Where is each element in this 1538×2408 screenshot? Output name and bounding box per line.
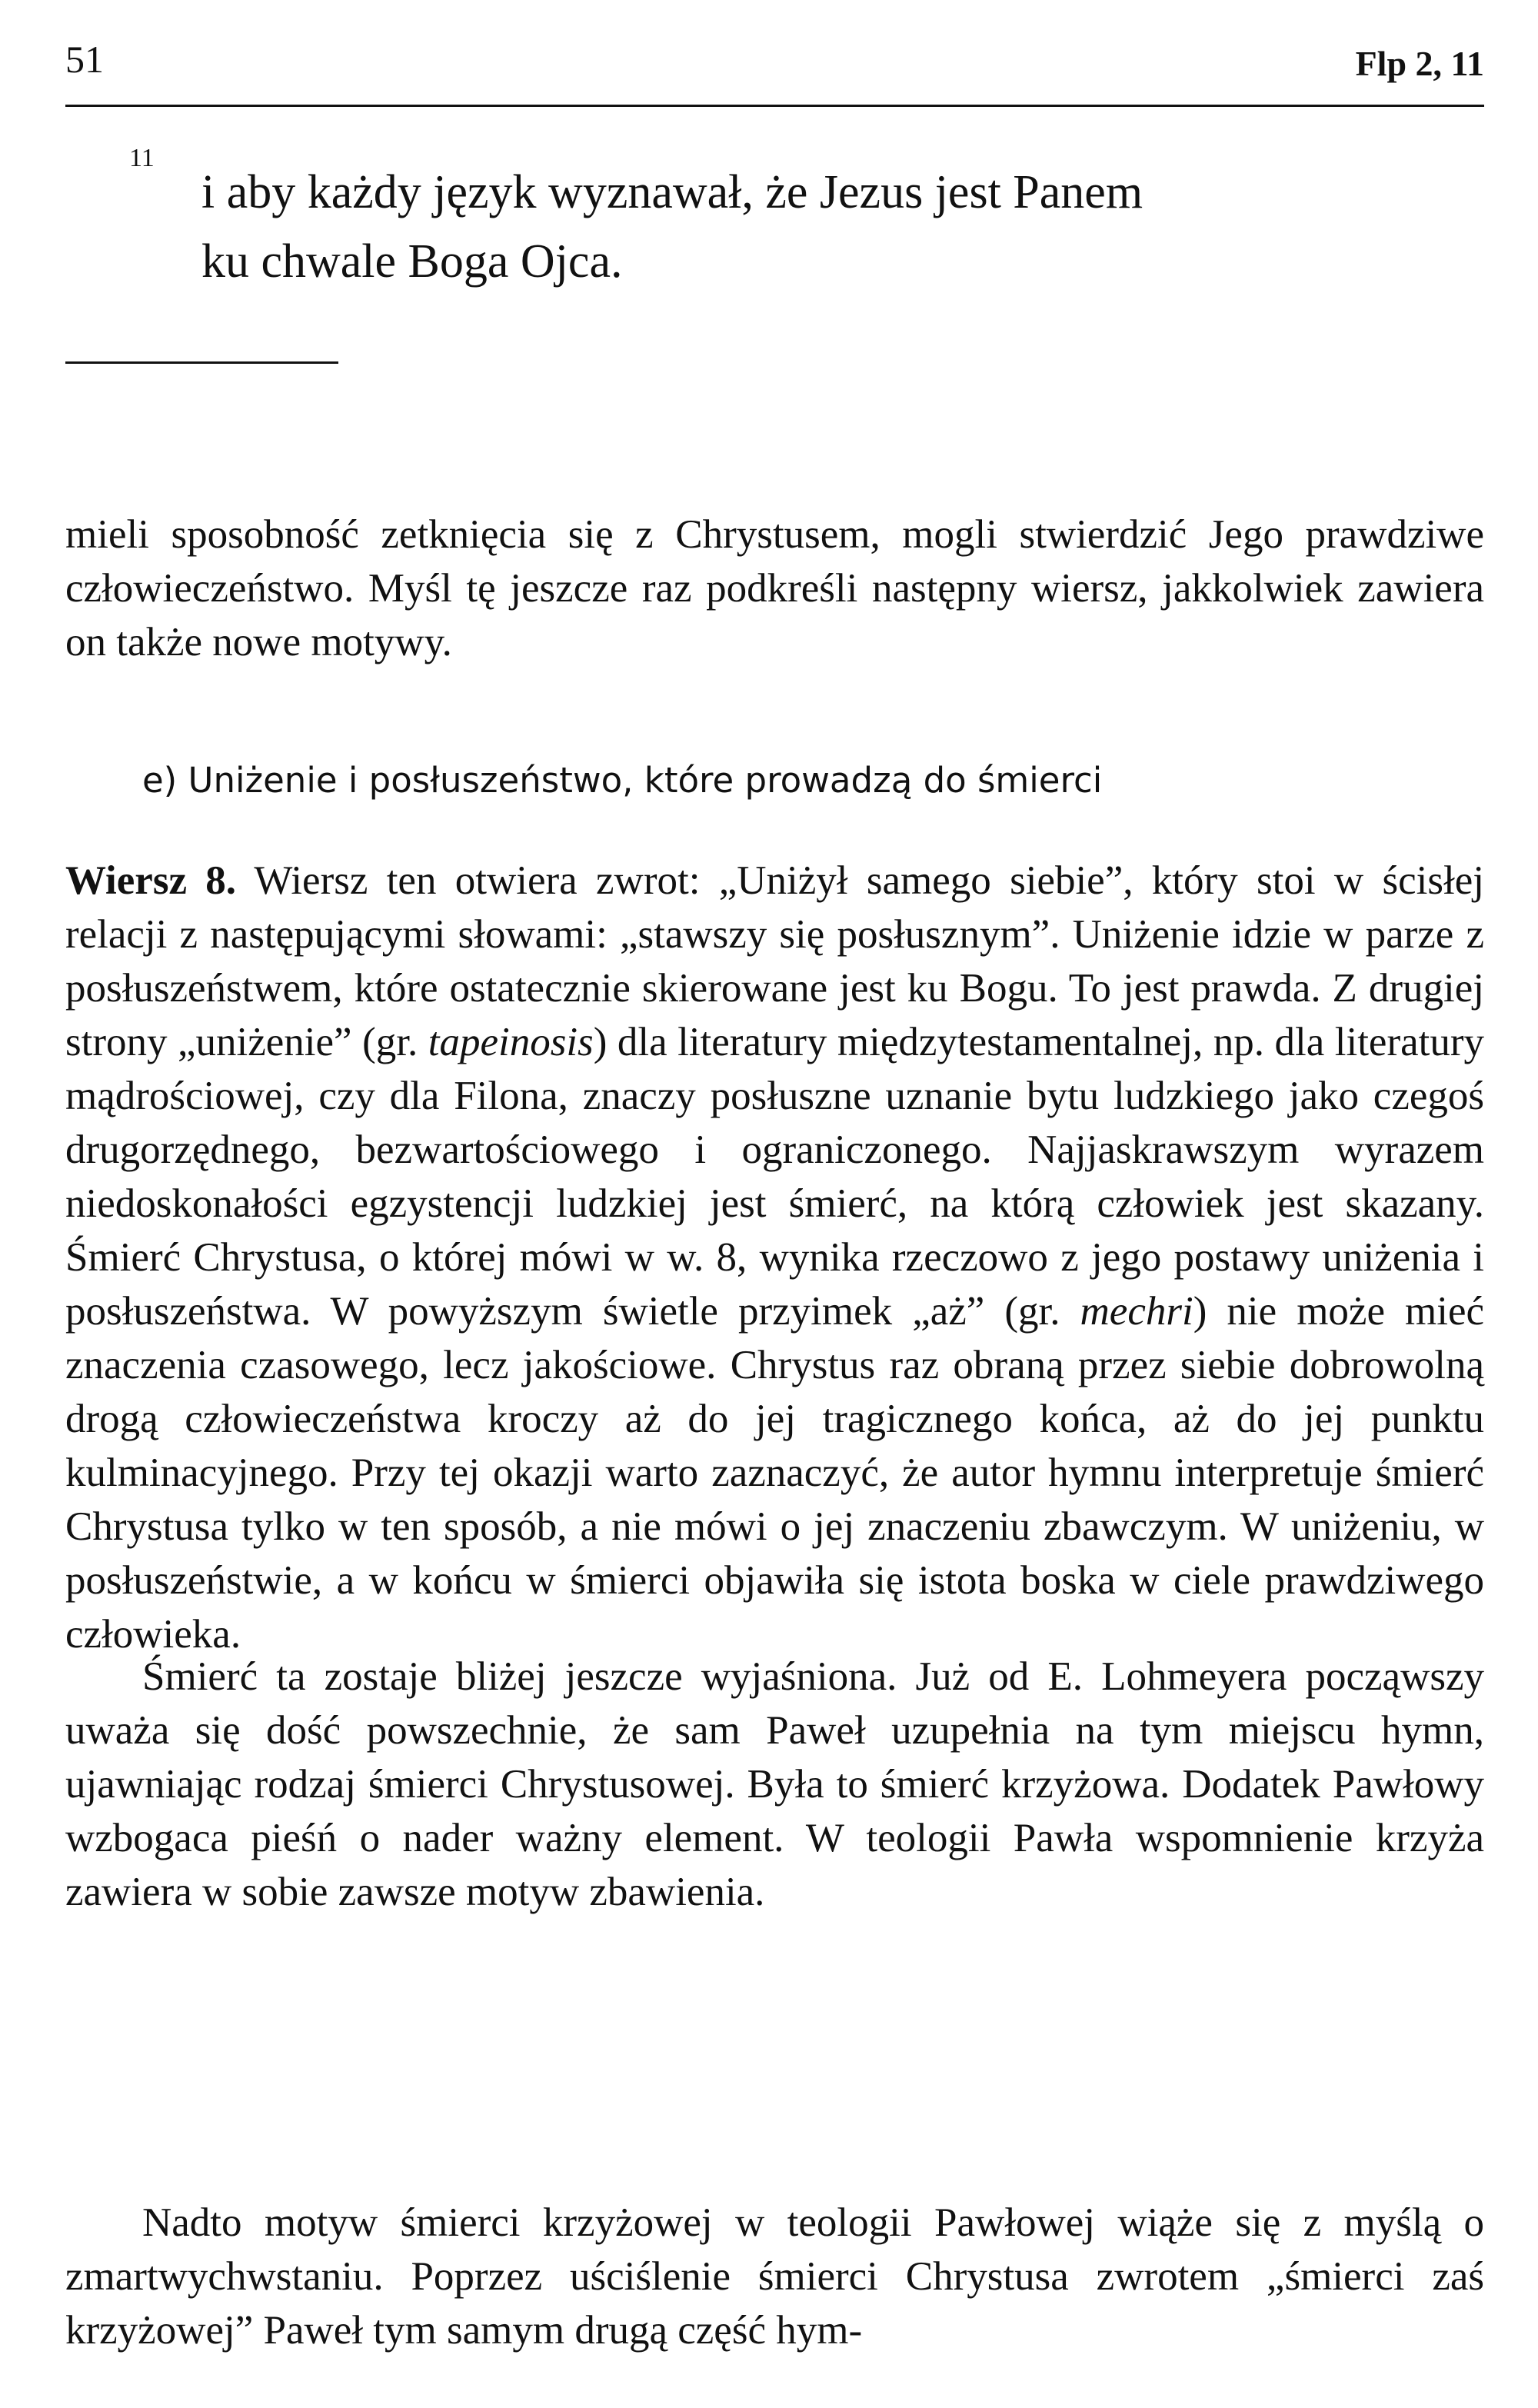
paragraph-verse-8 (65, 854, 1484, 1661)
text-run: ) nie może mieć znaczenia czasowego, lecz jakościowe. Chrystus raz obraną przez siebie dobrowolną drogą człowieczeństwa kroczy aż do jej tragicznego końca, aż do jej punktu kulminacyjnego. Przy tej okazji warto zaznaczyć, że autor hymnu interpretuje śmierć Chrystusa tylko w ten sposób, a nie mówi o jej znaczeniu zbawczym. W uniżeniu, w posłuszeństwie, a w końcu w śmierci objawiła się istota boska w ciele prawdziwego człowieka. (65, 1289, 1485, 1657)
paragraph-lead: Wiersz 8. (65, 858, 237, 903)
verse-number: 11 (129, 144, 155, 172)
paragraph-text (65, 854, 1484, 1661)
scripture-verse (129, 144, 1467, 296)
chapter-verse-reference: Flp 2, 11 (1355, 44, 1484, 83)
paragraph-text: Nadto motyw śmierci krzyżowej w teologii Pawłowej wiąże się z myślą o zmartwychwstaniu. Poprzez uściślenie śmierci Chrystusa zwrotem „śmierci zaś krzyżowej” Paweł tym samym drugą część hym- (65, 2200, 1484, 2353)
header-rule (65, 105, 1484, 107)
paragraph-death-explained (65, 1650, 1484, 1919)
paragraph-text: Śmierć ta zostaje bliżej jeszcze wyjaśniona. Już od E. Lohmeyera począwszy uważa się dość powszechnie, że sam Paweł uzupełnia na tym miejscu hymn, ujawniając rodzaj śmierci Chrystusowej. Była to śmierć krzyżowa. Dodatek Pawłowy wzbogaca pieśń o nader ważny element. W teologii Pawła wspomnienie krzyża zawiera w sobie zawsze motyw zbawienia. (65, 1654, 1484, 1914)
greek-term: tapeinosis (428, 1020, 594, 1064)
text-run: Wiersz ten otwiera zwrot: „Uniżył samego siebie”, który stoi w ścisłej relacji z następującymi słowami: „stawszy się posłusznym”. Uniżenie idzie w parze z posłuszeństwem, które ostatecznie skierowane jest ku Bogu. To jest prawda. Z drugiej strony „uniżenie” (gr. (65, 858, 1484, 1064)
verse-line-1: i aby każdy język wyznawał, że Jezus jest Panem (201, 166, 1144, 218)
verse-line-2: ku chwale Boga Ojca. (201, 235, 623, 288)
greek-term: mechri (1080, 1289, 1193, 1334)
running-head (65, 37, 1484, 98)
paragraph-text: mieli sposobność zetknięcia się z Chrystusem, mogli stwierdzić Jego prawdziwe człowieczeństwo. Myśl tę jeszcze raz podkreśli następny wiersz, jakkolwiek zawiera on także nowe motywy. (65, 512, 1484, 664)
text-run: ) dla literatury międzytestamentalnej, np. dla literatury mądrościowej, czy dla Filona, znaczy posłuszne uznanie bytu ludzkiego jako czegoś drugorzędnego, bezwartościowego i ograniczonego. Najjaskrawszym wyrazem niedoskonałości egzystencji ludzkiej jest śmierć, na którą człowiek jest skazany. Śmierć Chrystusa, o której mówi w w. 8, wynika rzeczowo z jego postawy uniżenia i posłuszeństwa. W powyższym świetle przyimek „aż” (gr. (65, 1020, 1484, 1334)
page-number: 51 (65, 38, 104, 81)
paragraph-continuation (65, 508, 1484, 669)
section-subheading: e) Uniżenie i posłuszeństwo, które prowadzą do śmierci (142, 760, 1103, 801)
paragraph-cross-motif (65, 2196, 1484, 2357)
separator-rule (65, 361, 338, 364)
